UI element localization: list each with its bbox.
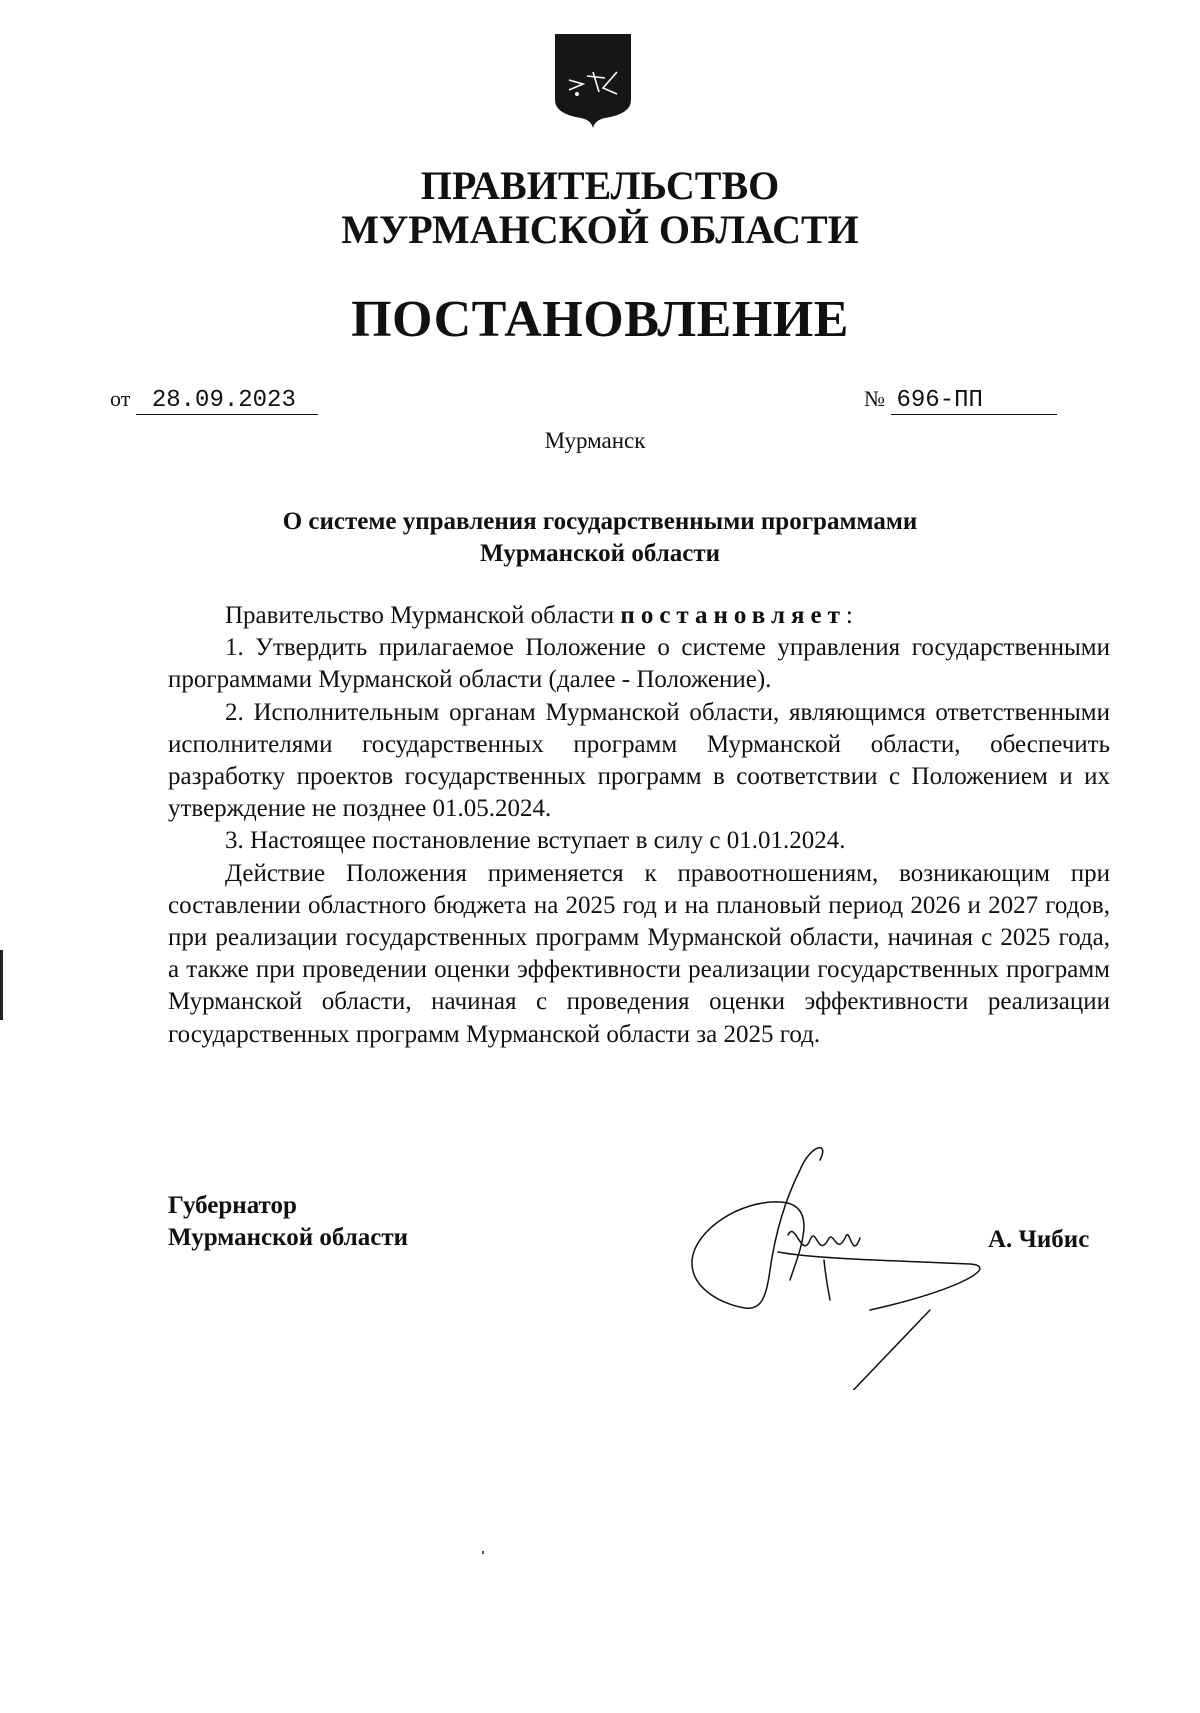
number-row (864, 384, 1057, 415)
paragraph-4: Действие Положения применяется к правоотношениям, возникающим при составлении областного бюджета на 2025 год и на плановый период 2026 и 2027 годов, при реализации государственных программ Мурманской области, начиная с 2025 года, а также при проведении оценки эффективности реализации государственных программ Мурманской области, начиная с проведения оценки эффективности реализации государственных программ Мурманской области за 2025 год. (168, 859, 1110, 1048)
government-name-line2: МУРМАНСКОЙ ОБЛАСТИ (341, 207, 859, 252)
coat-of-arms-icon (553, 32, 633, 130)
document-date: 28.09.2023 (136, 388, 318, 415)
paragraph-1: 1. Утвердить прилагаемое Положение о системе управления государственными программами Мурманской области (далее - Положение). (168, 634, 1110, 694)
document-body (168, 600, 1110, 1051)
date-row (110, 384, 318, 415)
subject-line1: О системе управления государственными программами (282, 508, 918, 535)
intro-text: Правительство Мурманской области (225, 602, 621, 629)
subject-line2: Мурманской области (479, 540, 721, 567)
government-name-line1: ПРАВИТЕЛЬСТВО (420, 163, 780, 208)
document-type: ПОСТАНОВЛЕНИЕ (351, 291, 849, 348)
signatory-name: А. Чибис (988, 1226, 1090, 1253)
paragraph-2: 2. Исполнительным органам Мурманской области, являющимся ответственными исполнителями государственных программ Мурманской области, обеспечить разработку проектов государственных программ в соответствии с Положением и их утверждение не позднее 01.05.2024. (168, 698, 1110, 823)
signatory-title-line2: Мурманской области (168, 1224, 409, 1251)
intro-colon: : (845, 602, 853, 629)
intro-paragraph (168, 600, 1110, 632)
signatory-title (168, 1190, 408, 1254)
signatory-title-line1: Губернатор (168, 1192, 297, 1219)
paragraph-3: 3. Настоящее постановление вступает в силу с 01.01.2024. (225, 827, 846, 855)
handwritten-signature-icon (670, 1140, 990, 1390)
scan-dot (482, 1551, 484, 1554)
document-number: 696-ПП (891, 388, 1057, 415)
city: Мурманск (544, 428, 646, 453)
number-prefix: № (864, 386, 885, 411)
resolves-word: постановляет (620, 602, 846, 629)
scan-edge-mark (0, 950, 3, 1020)
date-prefix: от (110, 386, 131, 411)
